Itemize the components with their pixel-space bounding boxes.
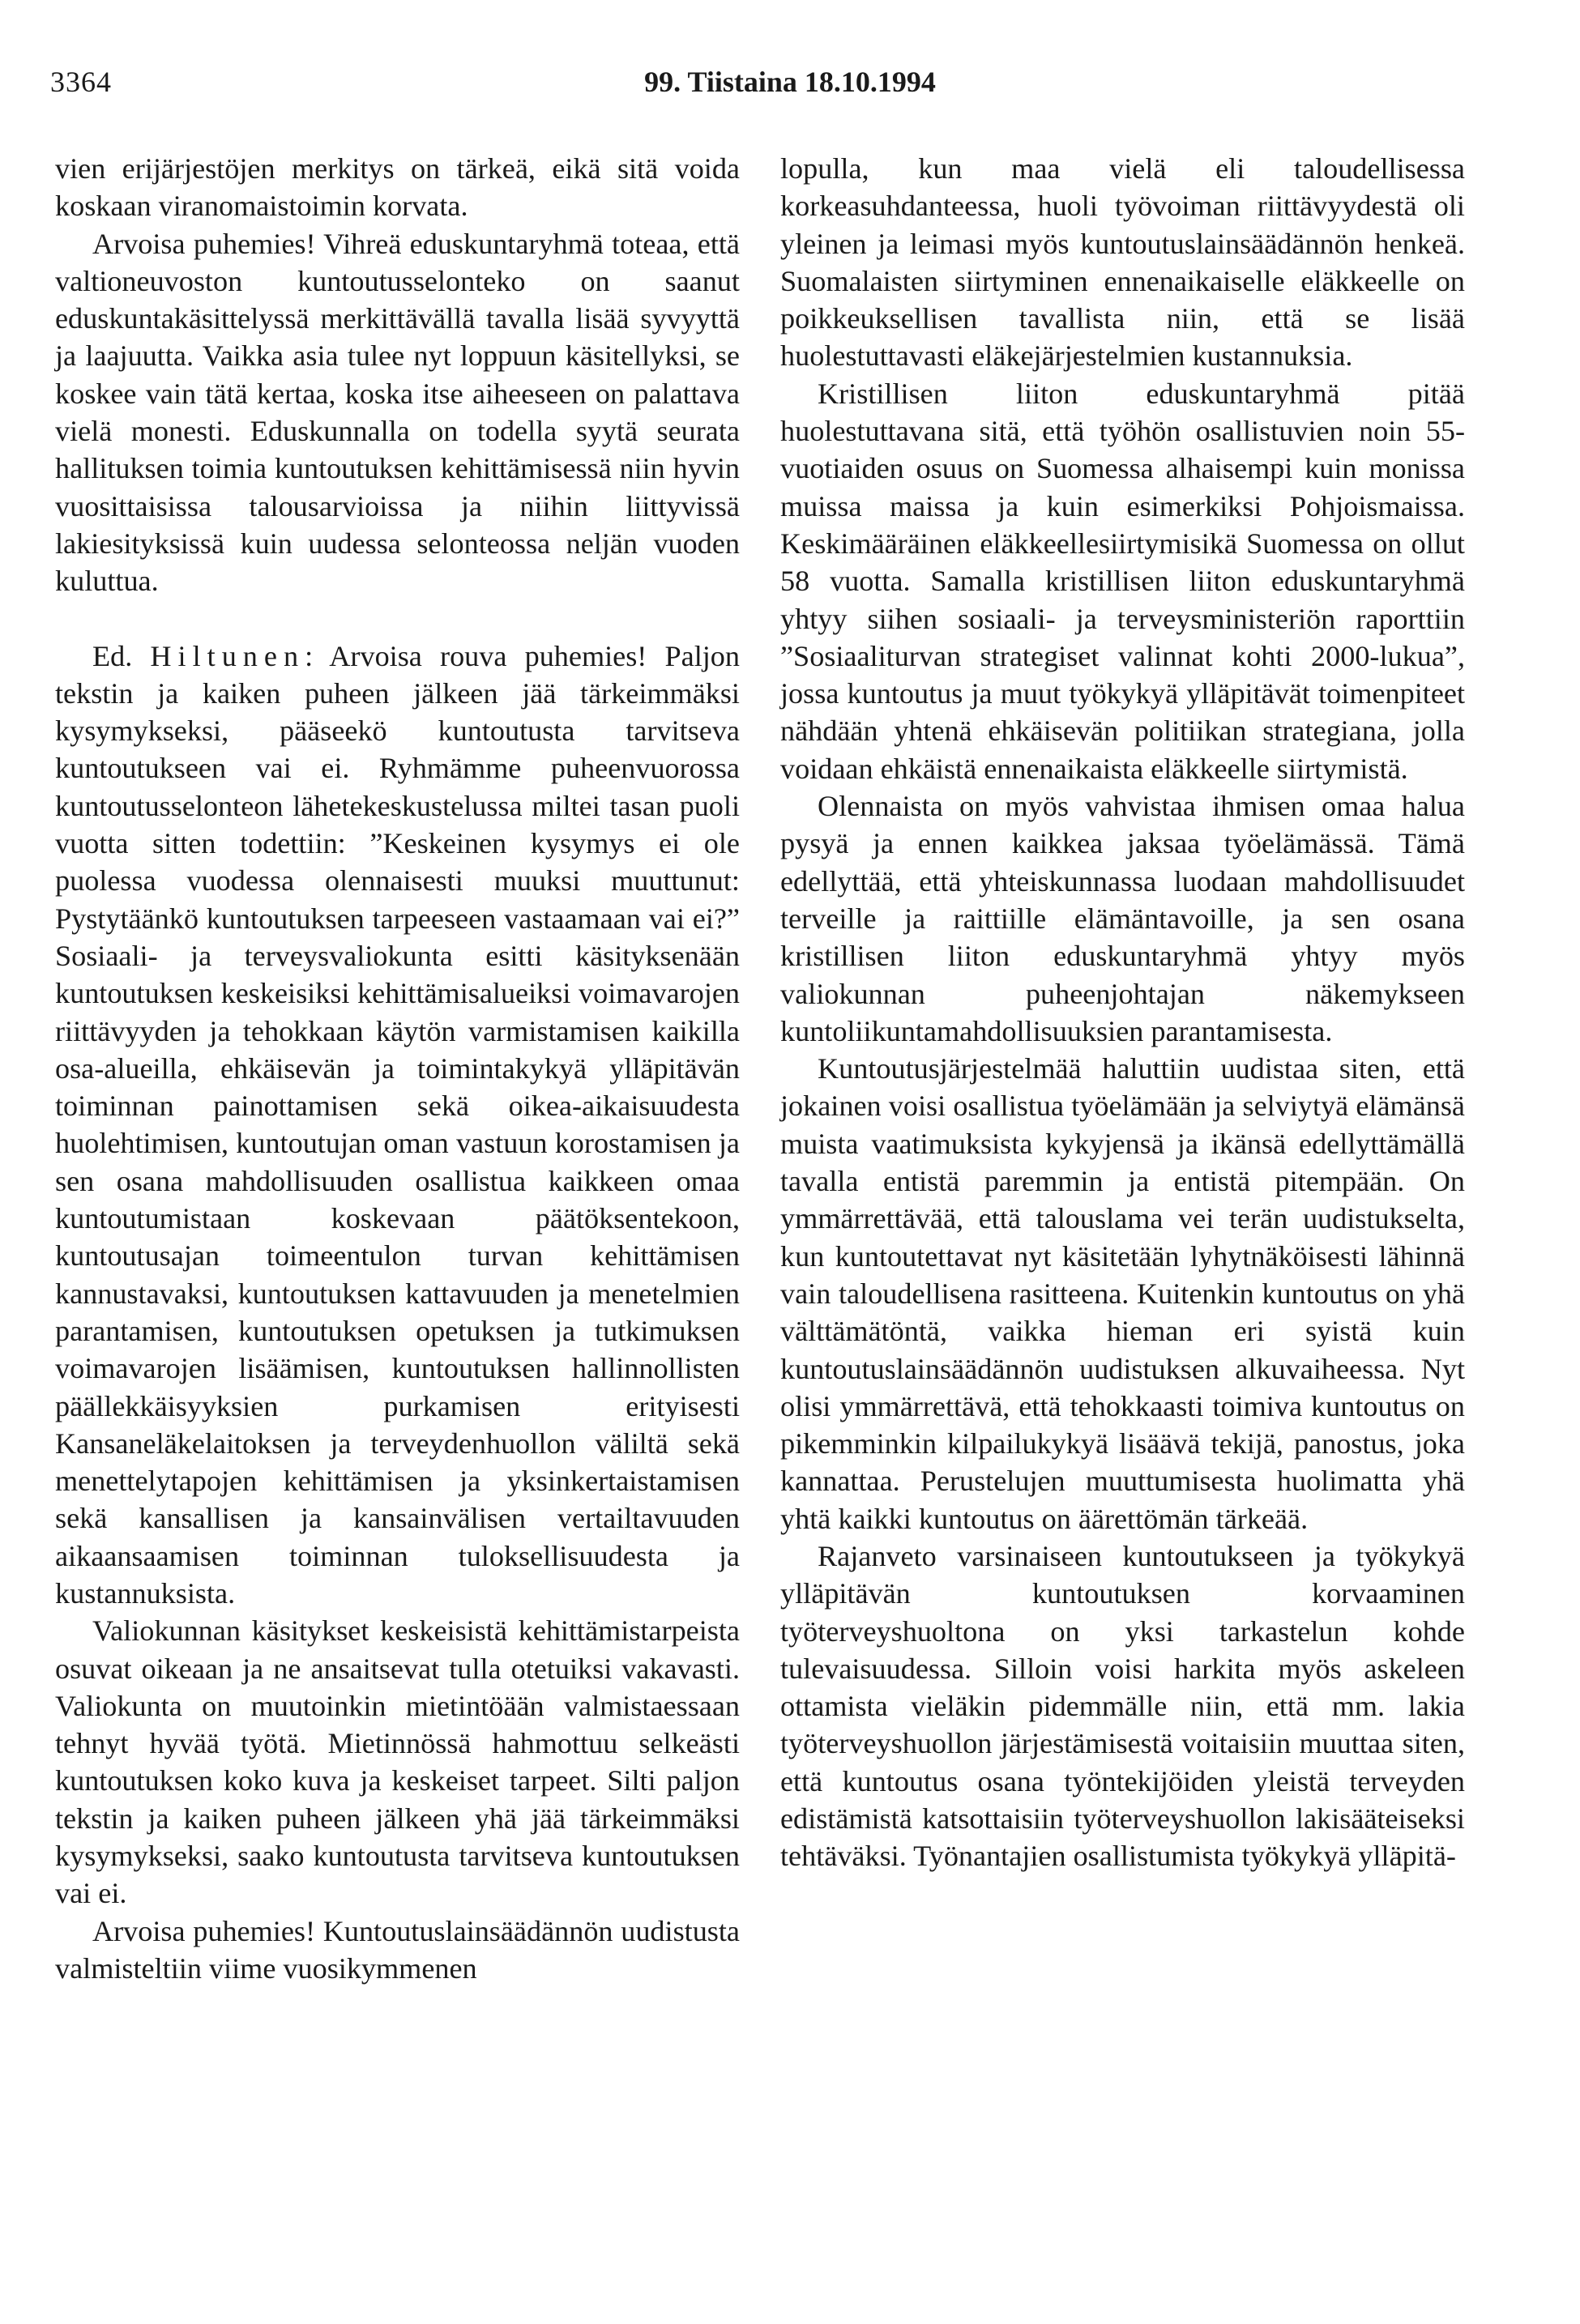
- left-paragraph-1: vien erijärjestöjen merkitys on tärkeä, eikä sitä voida koskaan viranomaistoimin korvata.: [55, 152, 740, 223]
- right-paragraph-3: Olennaista on myös vahvistaa ihmisen omaa halua pysyä ja ennen kaikkea jaksaa työelämässä. Tämä edellyttää, että yhteiskunnassa luodaan mahdollisuudet terveille ja raittiille elämäntavoille, ja sen osana kristillisen liiton eduskuntaryhmä yhtyy myös valiokunnan puheenjohtajan näkemykseen kuntoliikuntamahdollisuuksien parantamisesta.: [780, 790, 1465, 1047]
- speech-prefix: Ed.: [92, 639, 133, 672]
- session-title: 99. Tiistaina 18.10.1994: [644, 66, 936, 98]
- left-paragraph-4: Valiokunnan käsitykset keskeisistä kehittämistarpeista osuvat oikeaan ja ne ansaitsevat tulla otetuiksi vakavasti. Valiokunta on muutoinkin mietintöään valmistaessaan tehnyt hyvää työtä. Mietinnössä hahmottuu selkeästi kuntoutuksen koko kuva ja keskeiset tarpeet. Silti paljon tekstin ja kaiken puheen jälkeen yhä jää tärkeimmäksi kysymykseksi, saako kuntoutusta tarvitseva kuntoutuksen vai ei.: [55, 1614, 740, 1910]
- right-paragraph-1: lopulla, kun maa vielä eli taloudellisessa korkeasuhdanteessa, huoli työvoiman riittävyydestä oli yleinen ja leimasi myös kuntoutuslainsäädännön henkeä. Suomalaisten siirtyminen ennenaikaiselle eläkkeelle on poikkeuksellisen tavallista niin, että se lisää huolestuttavasti eläkejärjestelmien kustannuksia.: [780, 152, 1465, 373]
- speech-opening: : Arvoisa rouva puhemies! Paljon tekstin ja kaiken puheen jälkeen jää tärkeimmäksi kysymykseksi, pääseekö kuntoutusta tarvitseva kuntoutukseen vai ei. Ryhmämme puheenvuorossa kuntoutusselonteon lähetekeskustelussa miltei tasan puoli vuotta sitten todettiin: ”Keskeinen kysymys ei ole puolessa vuodessa olennaisesti muuksi muuttunut: Pystytäänkö kuntoutuksen tarpeeseen vastaamaan vai ei?” Sosiaali- ja terveysvaliokunta esitti käsityksenään kuntoutuksen keskeisiksi kehittämisalueiksi voimavarojen riittävyyden ja tehokkaan käytön varmistamisen kaikilla osa-alueilla, ehkäisevän ja toimintakykyä ylläpitävän toiminnan painottamisen sekä oikea-aikaisuudesta huolehtimisen, kuntoutujan oman vastuun korostamisen ja sen osana mahdollisuuden osallistua kaikkeen omaa kuntoutumistaan koskevaan päätöksentekoon, kuntoutusajan toimeentulon turvan kehittämisen kannustavaksi, kuntoutuksen kattavuuden ja menetelmien parantamisen, kuntoutuksen opetuksen ja tutkimuksen voimavarojen lisäämisen, kuntoutuksen hallinnollisten päällekkäisyyksien purkamisen erityisesti Kansaneläkelaitoksen ja terveydenhuollon väliltä sekä menettelytapojen kehittämisen ja yksinkertaistamisen sekä kansallisen ja kansainvälisen vertailtavuuden aikaansaamisen toiminnan tuloksellisuudesta ja kustannuksista.: [55, 639, 740, 1610]
- left-paragraph-5: Arvoisa puhemies! Kuntoutuslainsäädännön uudistusta valmisteltiin viime vuosikymmenen: [55, 1914, 740, 1985]
- right-paragraph-4: Kuntoutusjärjestelmää haluttiin uudistaa siten, että jokainen voisi osallistua työelämään ja selviytyä elämänsä muista vaatimuksista kykyjensä ja ikänsä edellyttämällä tavalla entistä paremmin ja entistä pitempään. On ymmärrettävää, että talouslama vei terän uudistukselta, kun kuntoutettavat nyt käsitetään lyhytnäköisesti lähinnä vain taloudellisena rasitteena. Kuitenkin kuntoutus on yhä välttämätöntä, vaikka hieman eri syistä kuin kuntoutuslainsäädännön uudistuksen alkuvaiheessa. Nyt olisi ymmärrettävä, että tehokkaasti toimiva kuntoutus on pikemminkin kilpailukykyä lisäävä tekijä, panostus, joka kannattaa. Perustelujen muuttumisesta huolimatta yhä yhtä kaikki kuntoutus on äärettömän tärkeää.: [780, 1052, 1465, 1535]
- page-number: 3364: [50, 66, 112, 98]
- right-column: [780, 150, 1465, 1875]
- left-paragraph-2: Arvoisa puhemies! Vihreä eduskuntaryhmä toteaa, että valtioneuvoston kuntoutusselonteko on saanut eduskuntakäsittelyssä merkittävällä tavalla lisää syvyyttä ja laajuutta. Vaikka asia tulee nyt loppuun käsitellyksi, se koskee vain tätä kertaa, koska itse aiheeseen on palattava vielä monesti. Eduskunnalla on todella syytä seurata hallituksen toimia kuntoutuksen kehittämisessä niin hyvin vuosittaisissa talousarvioissa ja niihin liittyvissä lakiesityksissä kuin uudessa selonteossa neljän vuoden kuluttua.: [55, 227, 740, 598]
- right-paragraph-5: Rajanveto varsinaiseen kuntoutukseen ja työkykyä ylläpitävän kuntoutuksen korvaaminen työterveyshuoltona on yksi tarkastelun kohde tulevaisuudessa. Silloin voisi harkita myös askeleen ottamista vieläkin pidemmälle niin, että mm. lakia työterveyshuollon järjestämisestä voitaisiin muuttaa siten, että kuntoutus osana työntekijöiden yleistä terveyden edistämistä katsottaisiin työterveyshuollon lakisääteiseksi tehtäväksi. Työnantajien osallistumista työkykyä ylläpitä-: [780, 1539, 1465, 1873]
- speaker-name: Hiltunen: [150, 639, 305, 672]
- left-column: [55, 150, 740, 1987]
- speech-hiltunen: [55, 638, 740, 1613]
- right-paragraph-2: Kristillisen liiton eduskuntaryhmä pitää huolestuttavana sitä, että työhön osallistuvien noin 55-vuotiaiden osuus on Suomessa alhaisempi kuin monissa muissa maissa ja kuin esimerkiksi Pohjoismaissa. Keskimääräinen eläkkeellesiirtymisikä Suomessa on ollut 58 vuotta. Samalla kristillisen liiton eduskuntaryhmä yhtyy siihen sosiaali- ja terveysministeriön raporttiin ”Sosiaaliturvan strategiset valinnat kohti 2000-lukua”, jossa kuntoutus ja muut työkykyä ylläpitävät toimenpiteet nähdään yhtenä ehkäisevän politiikan strategiana, jolla voidaan ehkäistä ennenaikaista eläkkeelle siirtymistä.: [780, 377, 1465, 785]
